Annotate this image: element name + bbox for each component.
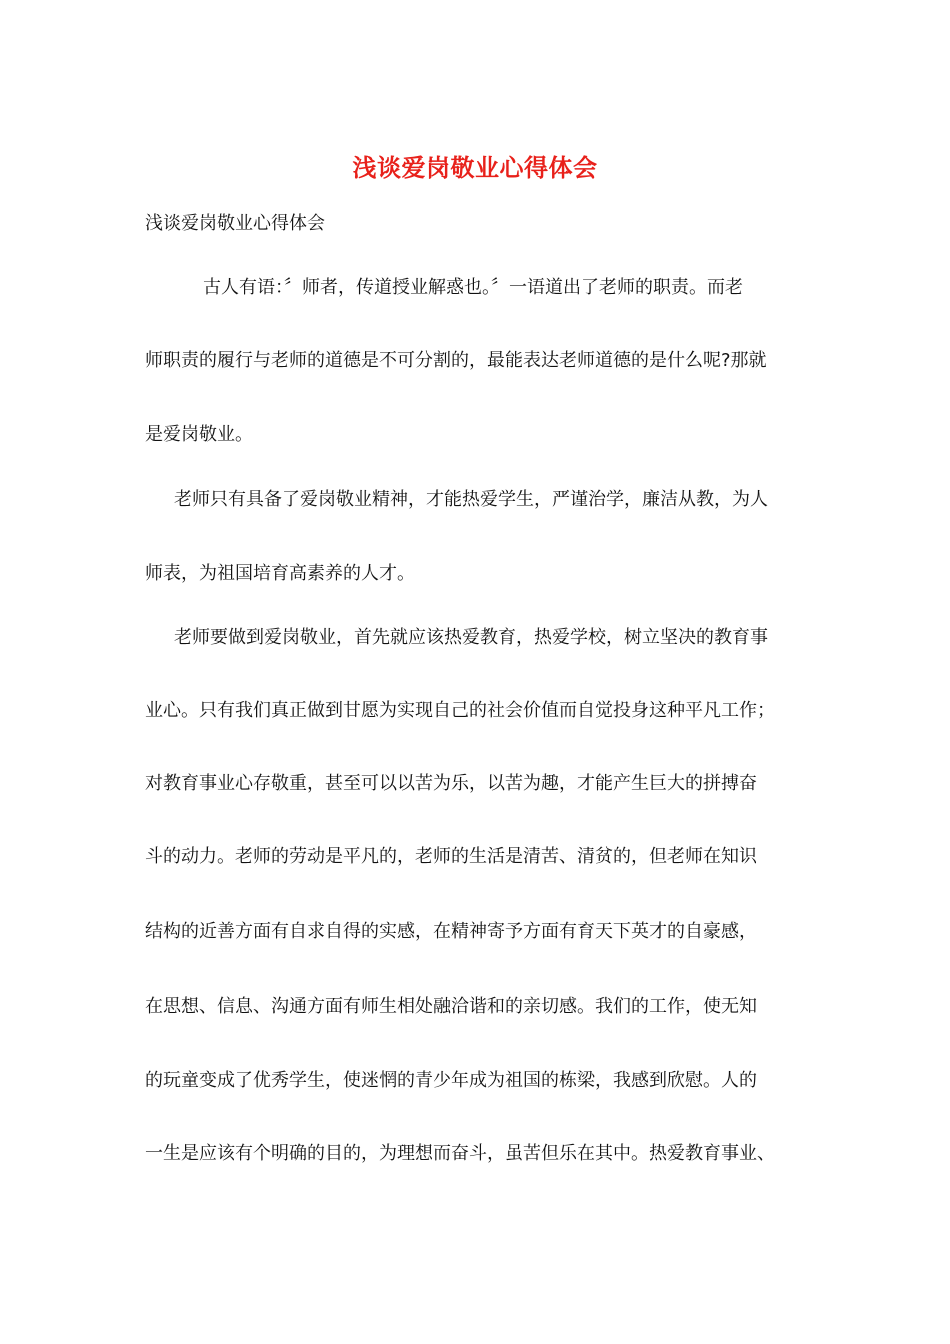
paragraph-line: 一生是应该有个明确的目的，为理想而奋斗，虽苦但乐在其中。热爱教育事业、 [145, 1143, 775, 1164]
paragraph-line: 师职责的履行与老师的道德是不可分割的，最能表达老师道德的是什么呢?那就 [145, 350, 767, 371]
paragraph-line: 师表，为祖国培育高素养的人才。 [145, 563, 415, 584]
paragraph-line: 是爱岗敬业。 [145, 424, 253, 445]
paragraph-line: 结构的近善方面有自求自得的实感，在精神寄予方面有育天下英才的自豪感， [145, 921, 757, 942]
paragraph-line: 斗的动力。老师的劳动是平凡的，老师的生活是清苦、清贫的，但老师在知识 [145, 846, 757, 867]
paragraph-line: 老师只有具备了爱岗敬业精神，才能热爱学生，严谨治学，廉洁从教，为人 [174, 489, 768, 510]
paragraph-line: 老师要做到爱岗敬业，首先就应该热爱教育，热爱学校，树立坚决的教育事 [174, 627, 768, 648]
paragraph-line: 的玩童变成了优秀学生，使迷惘的青少年成为祖国的栋梁，我感到欣慰。人的 [145, 1070, 757, 1091]
paragraph-line: 古人有语：〞师者，传道授业解惑也。〞一语道出了老师的职责。而老 [203, 277, 743, 298]
paragraph-line: 业心。只有我们真正做到甘愿为实现自己的社会价值而自觉投身这种平凡工作； [145, 700, 775, 721]
paragraph-line: 对教育事业心存敬重，甚至可以以苦为乐，以苦为趣，才能产生巨大的拼搏奋 [145, 773, 757, 794]
document-subtitle: 浅谈爱岗敬业心得体会 [145, 213, 325, 234]
document-title: 浅谈爱岗敬业心得体会 [352, 153, 598, 182]
paragraph-line: 在思想、信息、沟通方面有师生相处融洽谐和的亲切感。我们的工作，使无知 [145, 996, 757, 1017]
